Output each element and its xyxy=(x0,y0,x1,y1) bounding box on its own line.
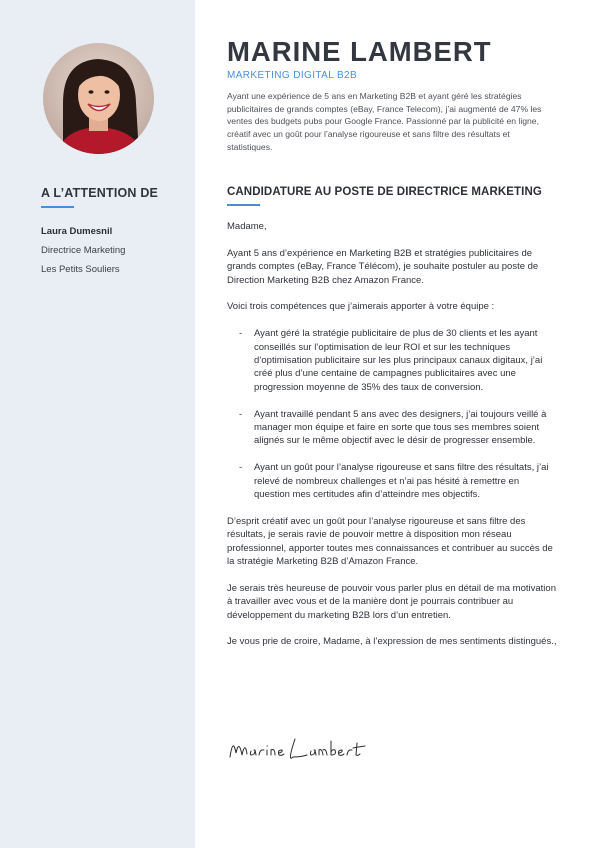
recipient-name: Laura Dumesnil xyxy=(41,226,113,237)
list-item-text: Ayant géré la stratégie publicitaire de plus de 30 clients et les ayant conseillés sur l’optimisation de leur ROI et sur les techniques d’optimisation publicitaire sur les plus principaux canaux digitaux, j’ai créé plus d’une centaine de campagnes publicitaires avec une progression moyenne de 35% des taux de conversion. xyxy=(254,328,543,393)
list-item-text: Ayant travaillé pendant 5 ans avec des designers, j’ai toujours veillé à manager mon équipe et faire en sorte que tous ses membres soient alignés sur le même objectif avec le désir de progresser ensemble. xyxy=(254,408,547,447)
list-item xyxy=(227,327,557,394)
applicant-summary: Ayant une expérience de 5 ans en Marketing B2B et ayant géré les stratégies publicitaires de grands comptes (eBay, France Telecom), j’ai augmenté de 47% les ventes des budgets pubs pour Google France. Passionné par la publicité en ligne, créatif avec un goût pour l’analyse rigoureuse et sans filtre des résultats et statistiques. xyxy=(227,91,542,152)
list-item-text: Ayant un goût pour l’analyse rigoureuse et sans filtre des résultats, j’ai relevé de nombreux challenges et n’ai pas hésité à remettre en question mes certitudes afin d’atteindre mes objectifs. xyxy=(254,462,549,501)
signature xyxy=(227,733,377,767)
closing: Je vous prie de croire, Madame, à l’expression de mes sentiments distingués., xyxy=(227,636,557,648)
sidebar xyxy=(0,0,195,848)
recipient-block xyxy=(41,222,125,279)
sidebar-heading-text: A L’ATTENTION DE xyxy=(41,186,159,200)
bullet-dash: - xyxy=(239,462,243,474)
list-item xyxy=(227,461,557,501)
letter-heading xyxy=(227,186,557,206)
applicant-role: MARKETING DIGITAL B2B xyxy=(227,70,358,81)
sidebar-heading xyxy=(41,186,181,208)
profile-photo xyxy=(43,43,154,154)
bullet-dash: - xyxy=(239,328,243,340)
recipient-title: Directrice Marketing xyxy=(41,245,126,256)
letter-paragraph: D’esprit créatif avec un goût pour l’analyse rigoureuse et sans filtre des résultats, je serais ravie de pouvoir mettre à disposition mon réseau professionnel, apporter toutes mes connaissances et contribuer au succès de la stratégie Marketing B2B d’Amazon France. xyxy=(227,515,553,568)
sidebar-heading-underline xyxy=(41,206,74,208)
letter-heading-text: CANDIDATURE AU POSTE DE DIRECTRICE MARKETING xyxy=(227,186,542,198)
list-item xyxy=(227,408,557,448)
letter-paragraph: Ayant 5 ans d’expérience en Marketing B2B et stratégies publicitaires de grands comptes (eBay, France Télécom), je souhaite postuler au poste de Direction Marketing B2B chez Amazon France. xyxy=(227,247,539,286)
letter-body xyxy=(227,220,557,662)
bullet-dash: - xyxy=(239,408,243,420)
applicant-name: MARINE LAMBERT xyxy=(227,36,492,67)
salutation: Madame, xyxy=(227,221,267,232)
letter-paragraph: Voici trois compétences que j’aimerais apporter à votre équipe : xyxy=(227,301,495,313)
recipient-company: Les Petits Souliers xyxy=(41,264,120,275)
letter-heading-underline xyxy=(227,204,260,206)
letter-paragraph: Je serais très heureuse de pouvoir vous parler plus en détail de ma motivation à travailler avec vous et de la manière dont je pourrais contribuer au développement du marketing B2B lors d’un entretien. xyxy=(227,582,556,621)
skills-list xyxy=(227,327,557,501)
